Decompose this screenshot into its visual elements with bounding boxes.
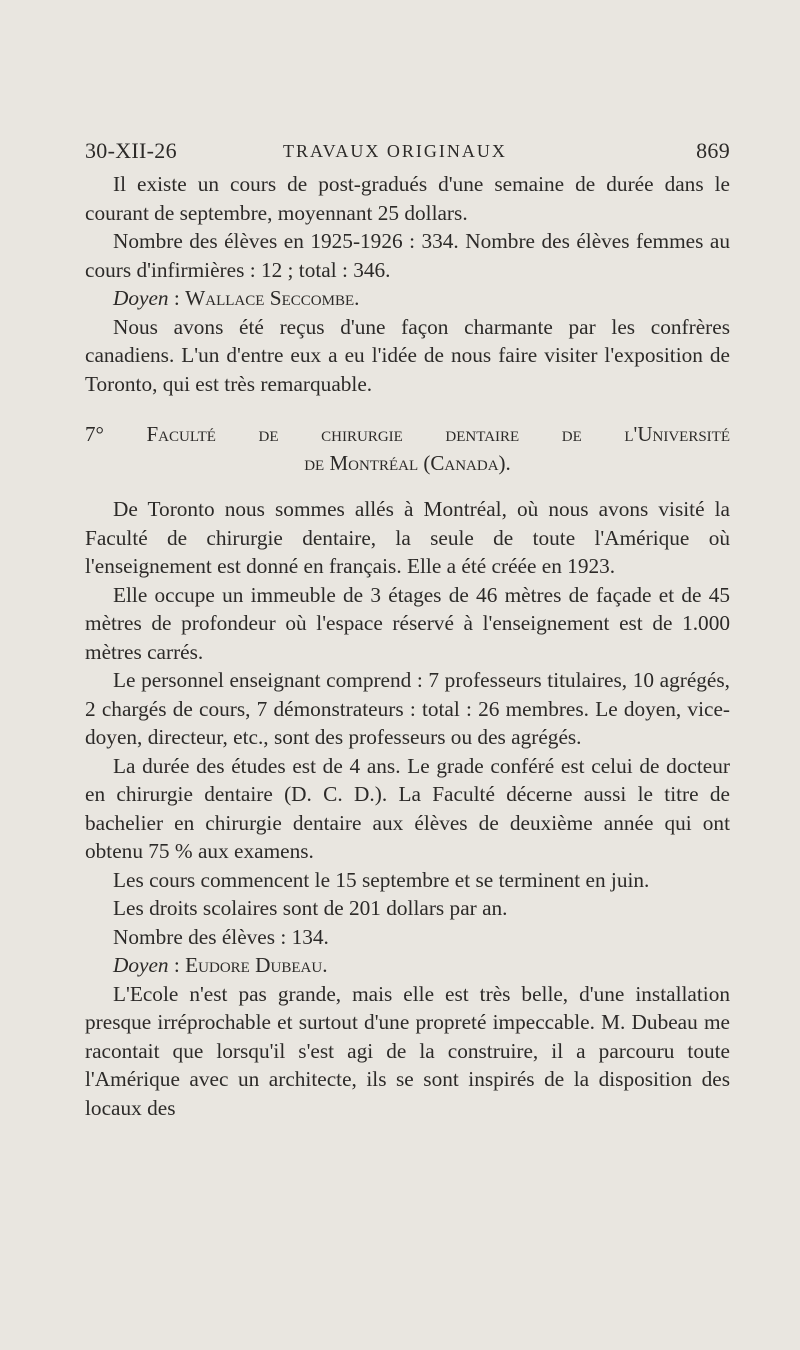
section-heading [85,420,730,477]
dean-line [85,951,730,980]
running-header [85,138,730,168]
paragraph: La durée des études est de 4 ans. Le grade conféré est celui de docteur en chirurgie dentaire (D. C. D.). La Faculté décerne aussi le titre de bachelier en chirurgie dentaire aux élèves de deuxième année qui ont obtenu 75 % aux examens. [85,753,730,863]
page-number: 869 [696,138,730,163]
header-title: TRAVAUX ORIGINAUX [283,141,507,161]
dean-name: Wallace Seccombe. [185,286,360,310]
section-heading-line2: de Montréal (Canada). [304,450,511,475]
dean-name: Eudore Dubeau. [185,953,328,977]
dean-separator: : [168,953,186,977]
dean-label: Doyen [113,953,169,977]
section-heading-line1: 7° Faculté de chirurgie dentaire de l'Université [85,422,730,446]
paragraph: Les cours commencent le 15 septembre et se terminent en juin. [113,867,650,892]
page-body [85,170,730,1122]
paragraph: L'Ecole n'est pas grande, mais elle est très belle, d'une installation presque irréprochable et surtout d'une propreté impeccable. M. Dubeau me racontait que lorsqu'il s'est agi de la construire, il a parcouru toute l'Amérique avec un architecte, ils se sont inspirés de la disposition des locaux des [85,981,730,1120]
paragraph: Elle occupe un immeuble de 3 étages de 46 mètres de façade et de 45 mètres de profondeur où l'espace réservé à l'enseignement est de 1.000 mètres carrés. [85,582,730,664]
paragraph: Nombre des élèves : 134. [113,924,329,949]
paragraph: Les droits scolaires sont de 201 dollars par an. [113,896,508,920]
dean-separator: : [168,286,186,310]
paragraph: De Toronto nous sommes allés à Montréal, où nous avons visité la Faculté de chirurgie dentaire, la seule de toute l'Amérique où l'enseignement est donné en français. Elle a été créée en 1923. [85,497,730,578]
header-date: 30-XII-26 [85,138,177,163]
paragraph: Le personnel enseignant comprend : 7 professeurs titulaires, 10 agrégés, 2 chargés de cours, 7 démonstrateurs : total : 26 membres. Le doyen, vice-doyen, directeur, etc., sont des professeurs ou des agrégés. [85,668,730,749]
dean-label: Doyen [113,286,169,310]
paragraph: Nous avons été reçus d'une façon charmante par les confrères canadiens. L'un d'entre eux a eu l'idée de nous faire visiter l'exposition de Toronto, qui est très remarquable. [85,314,730,396]
dean-line [85,284,730,313]
paragraph: Il existe un cours de post-gradués d'une semaine de durée dans le courant de septembre, moyennant 25 dollars. [85,172,730,225]
paragraph: Nombre des élèves en 1925-1926 : 334. Nombre des élèves femmes au cours d'infirmières : 12 ; total : 346. [85,229,730,282]
